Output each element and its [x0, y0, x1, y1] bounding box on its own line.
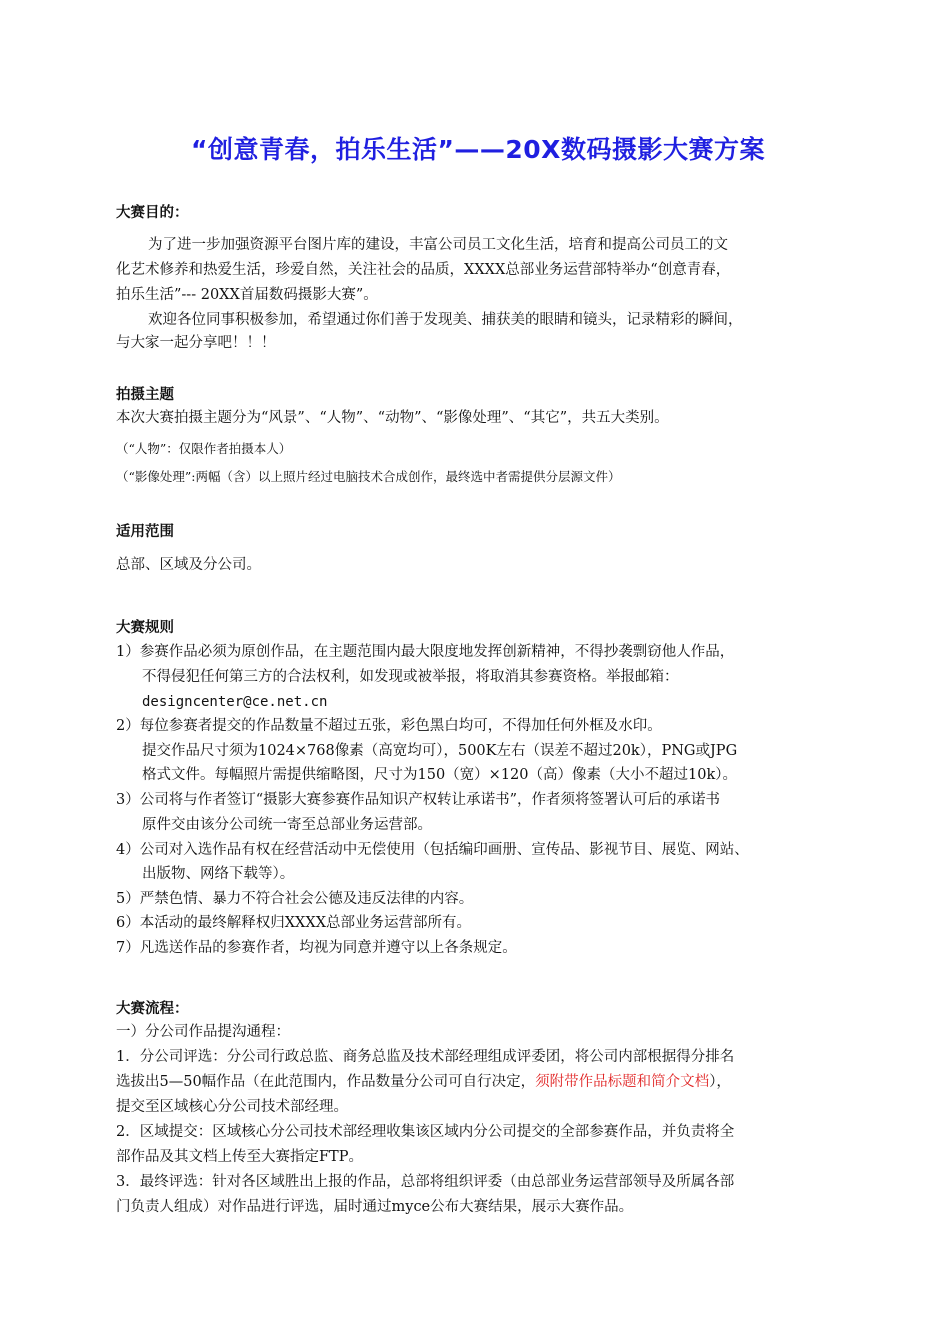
- rule-item: 7）凡选送作品的参赛作者，均视为同意并遵守以上各条规定。: [116, 940, 517, 956]
- process-step-continuation: 部作品及其文档上传至大赛指定FTP。: [116, 1149, 363, 1165]
- section-heading-theme: 拍摄主题: [116, 387, 174, 403]
- paragraph-line: 本次大赛拍摄主题分为“风景”、“人物”、“动物”、“影像处理”、“其它”，共五大类别。: [116, 410, 669, 426]
- section-heading-process: 大赛流程：: [116, 1001, 189, 1017]
- process-step: 2．区域提交：区域核心分公司技术部经理收集该区域内分公司提交的全部参赛作品，并负责将全: [116, 1124, 735, 1140]
- rule-item-continuation: 原件交由该分公司统一寄至总部业务运营部。: [142, 817, 432, 833]
- paragraph-line: 欢迎各位同事积极参加，希望通过你们善于发现美、捕获美的眼睛和镜头，记录精彩的瞬间，: [148, 312, 743, 328]
- rule-item-continuation: 不得侵犯任何第三方的合法权利，如发现或被举报，将取消其参赛资格。举报邮箱：: [142, 669, 679, 685]
- rule-item-continuation: 提交作品尺寸须为1024×768像素（高宽均可），500K左右（误差不超过20k），PNG或JPG: [142, 743, 738, 759]
- paragraph-line: 化艺术修养和热爱生活，珍爱自然，关注社会的品质，XXXX总部业务运营部特举办“创意青春，: [116, 262, 731, 278]
- rule-item: 5）严禁色情、暴力不符合社会公德及违反法律的内容。: [116, 891, 474, 907]
- paragraph-line: 为了进一步加强资源平台图片库的建设，丰富公司员工文化生活，培育和提高公司员工的文: [148, 237, 728, 253]
- rule-item: 1）参赛作品必须为原创作品，在主题范围内最大限度地发挥创新精神，不得抄袭剽窃他人作品，: [116, 644, 735, 660]
- process-step: 1．分公司评选：分公司行政总监、商务总监及技术部经理组成评委团，将公司内部根据得分排名: [116, 1049, 735, 1065]
- paragraph-line: 总部、区域及分公司。: [116, 557, 261, 573]
- paragraph-line: 拍乐生活”--- 20XX首届数码摄影大赛”。: [116, 287, 378, 303]
- rule-item-continuation: 格式文件。每幅照片需提供缩略图，尺寸为150（宽）×120（高）像素（大小不超过10k）。: [142, 767, 737, 783]
- rule-item: 4）公司对入选作品有权在经营活动中无偿使用（包括编印画册、宣传品、影视节目、展览、网站、: [116, 842, 749, 858]
- document-title: “创意青春，拍乐生活”——20X数码摄影大赛方案: [191, 135, 765, 164]
- process-step-continuation: 门负责人组成）对作品进行评选，届时通过myce公布大赛结果，展示大赛作品。: [116, 1199, 634, 1215]
- rule-item: 6）本活动的最终解释权归XXXX总部业务运营部所有。: [116, 915, 472, 931]
- rule-item-continuation: 出版物、网络下载等）。: [142, 866, 295, 882]
- section-heading-rules: 大赛规则: [116, 620, 174, 636]
- note-line: （“人物”：仅限作者拍摄本人）: [116, 441, 292, 456]
- section-heading-scope: 适用范围: [116, 524, 174, 540]
- rule-item: 3）公司将与作者签订“摄影大赛参赛作品知识产权转让承诺书”，作者须将签署认可后的承诺书: [116, 792, 721, 808]
- paragraph-line: 与大家一起分享吧！！！: [116, 335, 276, 351]
- note-line: （“影像处理”:两幅（含）以上照片经过电脑技术合成创作，最终选中者需提供分层源文件）: [116, 469, 621, 484]
- rule-item: 2）每位参赛者提交的作品数量不超过五张，彩色黑白均可，不得加任何外框及水印。: [116, 718, 662, 734]
- process-subheading: 一）分公司作品提沟通程：: [116, 1024, 290, 1040]
- process-text: 选拔出5—50幅作品（在此范围内，作品数量分公司可自行决定，: [116, 1074, 536, 1090]
- process-step: 3．最终评选：针对各区域胜出上报的作品，总部将组织评委（由总部业务运营部领导及所属各部: [116, 1174, 735, 1190]
- process-step-continuation: [116, 1070, 731, 1094]
- process-text: ），: [709, 1074, 731, 1090]
- highlight-text: 须附带作品标题和简介文档: [535, 1074, 710, 1090]
- section-heading-purpose: 大赛目的：: [116, 205, 189, 221]
- report-email: designcenter@ce.net.cn: [142, 694, 328, 710]
- process-step-continuation: 提交至区域核心分公司技术部经理。: [116, 1099, 348, 1115]
